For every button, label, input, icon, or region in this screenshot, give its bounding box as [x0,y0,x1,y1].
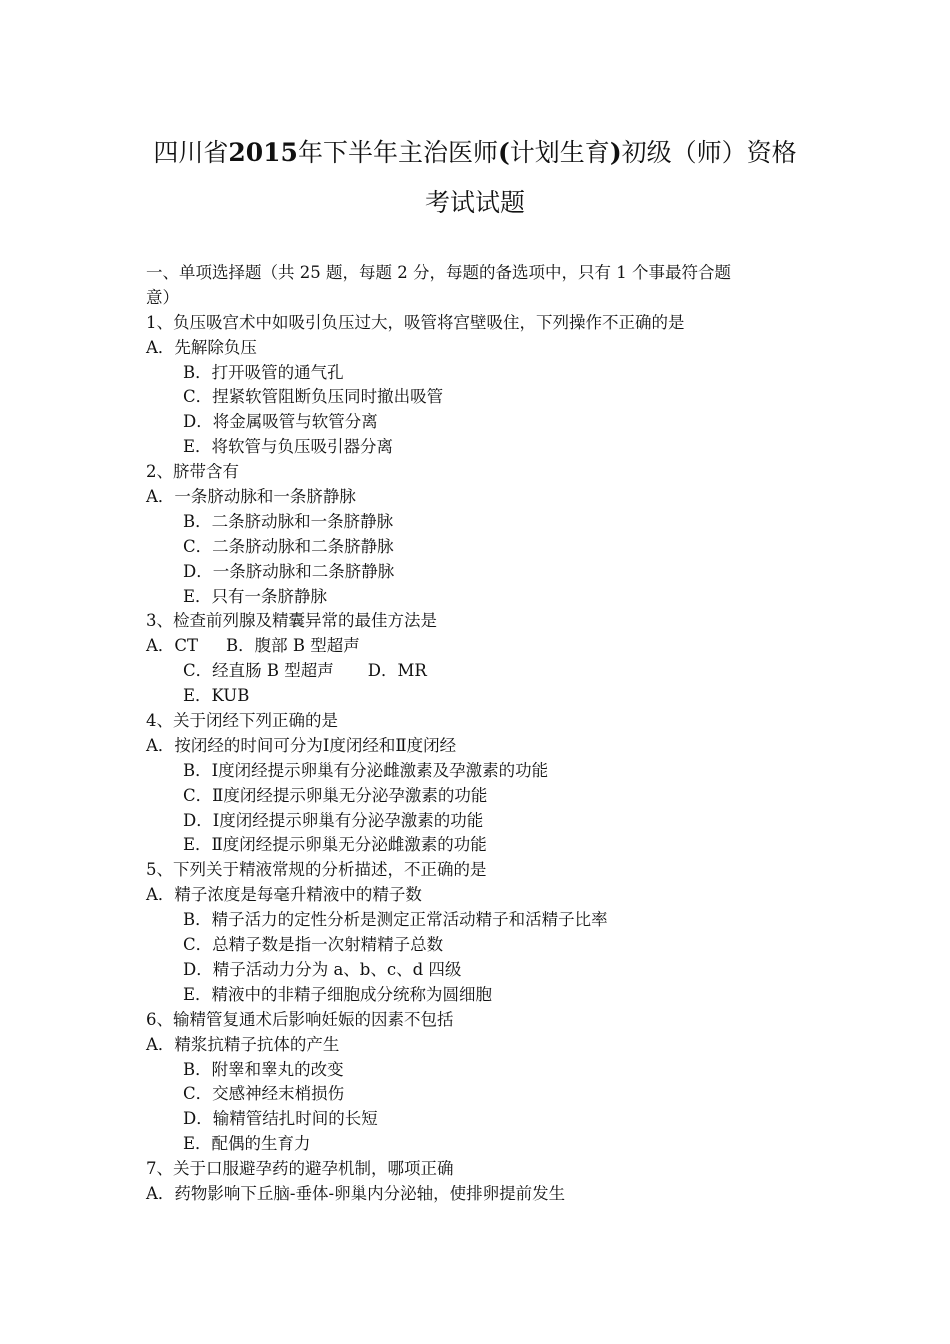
option-e: E．Ⅱ度闭经提示卵巢无分泌雌激素的功能 [183,835,487,855]
option-c: C．捏紧软管阻断负压同时撤出吸管 [183,387,444,407]
option-d: D．MR [367,661,427,681]
option-a: A．CT [146,636,199,656]
title-year: 2015 [228,138,298,167]
option-d: D．一条脐动脉和二条脐静脉 [183,561,395,581]
question-stem: 5、下列关于精液常规的分析描述，不正确的是 [146,860,487,880]
option-a: A．先解除负压 [146,337,257,357]
option-row [146,634,816,659]
option-c: C．经直肠 B 型超声 [183,661,334,681]
option-b: B．Ⅰ度闭经提示卵巢有分泌雌激素及孕激素的功能 [183,760,549,780]
option-e: E．KUB [183,686,250,706]
title-text: 四川省 [153,138,229,167]
question-stem: 2、脐带含有 [146,462,239,482]
question-stem: 6、输精管复通术后影响妊娠的因素不包括 [146,1009,454,1029]
option-e: E．只有一条脐静脉 [183,586,328,606]
option-c: C．交感神经末梢损伤 [183,1084,345,1104]
option-b: B．精子活力的定性分析是测定正常活动精子和活精子比率 [183,910,608,930]
option-c: C．总精子数是指一次射精精子总数 [183,935,444,955]
option-d: D．Ⅰ度闭经提示卵巢有分泌孕激素的功能 [183,810,484,830]
option-b: B．打开吸管的通气孔 [183,362,344,382]
option-c: C．二条脐动脉和二条脐静脉 [183,536,394,556]
title-text: 年下半年主治医师 [297,138,498,167]
option-a: A．精子浓度是每毫升精液中的精子数 [146,885,422,905]
option-b: B．腹部 B 型超声 [226,636,360,656]
option-d: D．输精管结扎时间的长短 [183,1109,378,1129]
section-intro: 意） [146,287,179,307]
title-paren: ( [497,138,510,167]
option-row [146,659,816,684]
option-d: D．精子活动力分为 a、b、c、d 四级 [183,959,462,979]
option-a: A．精浆抗精子抗体的产生 [146,1034,340,1054]
title-paren: ) [609,138,622,167]
option-e: E．配偶的生育力 [183,1134,311,1154]
title-text: 初级（师）资格 [621,138,797,167]
option-a: A．药物影响下丘脑-垂体-卵巢内分泌轴，使排卵提前发生 [146,1183,566,1203]
option-d: D．将金属吸管与软管分离 [183,412,378,432]
option-b: B．附睾和睾丸的改变 [183,1059,344,1079]
option-a: A．一条脐动脉和一条脐静脉 [146,487,356,507]
document-title-line1 [120,138,830,168]
title-text: 计划生育 [509,138,610,167]
question-stem: 7、关于口服避孕药的避孕机制，哪项正确 [146,1159,454,1179]
question-list [146,261,816,1207]
option-b: B．二条脐动脉和一条脐静脉 [183,511,394,531]
section-intro: 一、单项选择题（共 25 题，每题 2 分，每题的备选项中，只有 1 个事最符合题 [146,263,731,282]
question-stem: 4、关于闭经下列正确的是 [146,711,338,731]
question-stem: 3、检查前列腺及精囊异常的最佳方法是 [146,611,437,631]
document-title-line2: 考试试题 [424,188,525,217]
option-c: C．Ⅱ度闭经提示卵巢无分泌孕激素的功能 [183,785,488,805]
option-a: A．按闭经的时间可分为Ⅰ度闭经和Ⅱ度闭经 [146,735,457,755]
option-e: E．将软管与负压吸引器分离 [183,437,394,457]
option-e: E．精液中的非精子细胞成分统称为圆细胞 [183,984,493,1004]
question-stem: 1、负压吸宫术中如吸引负压过大，吸管将宫壁吸住，下列操作不正确的是 [146,312,685,332]
